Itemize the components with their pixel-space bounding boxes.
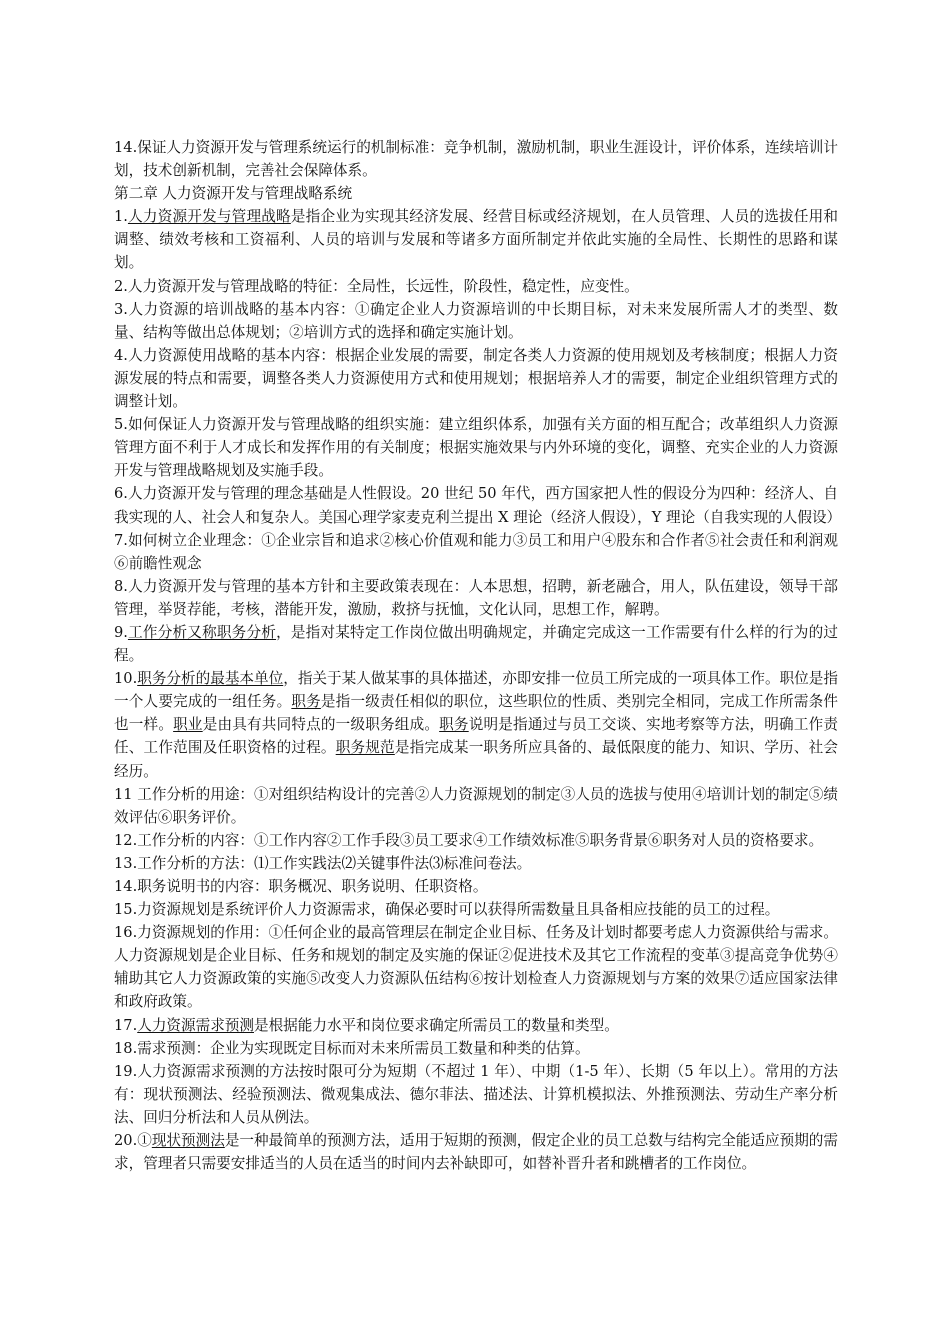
paragraph-text: 说明是指通过与员工交谈、实地考察等方法，明确工作责任、工作范围及任职资格的过程。 (114, 716, 838, 757)
underlined-term: 职务分析的最基本单位 (137, 670, 284, 688)
underlined-term: 人力资源需求预测 (137, 1016, 254, 1034)
paragraph (114, 1014, 838, 1037)
paragraph (114, 482, 842, 528)
paragraph (114, 275, 838, 298)
paragraph (114, 298, 838, 344)
paragraph-text: 是根据能力水平和岗位要求确定所需员工的数量和类型。 (253, 1016, 619, 1034)
paragraph (114, 898, 838, 921)
paragraph (114, 413, 838, 482)
paragraph (114, 1060, 838, 1129)
paragraph (114, 182, 838, 205)
paragraph-text: 是一种最简单的预测方法，适用于短期的预测，假定企业的员工总数与结构完全能适应预期的需求，管理者只需要安排适当的人员在适当的时间内去补缺即可，如替补晋升者和跳槽者的工作岗位。 (114, 1132, 838, 1173)
paragraph-text: ，指关于某人做某事的具体描述，亦即安排一位员工所完成的一项具体工作。职位是指一个人要完成的一组任务。 (114, 670, 838, 711)
paragraph-text: 11 工作分析的用途：①对组织结构设计的完善②人力资源规划的制定③人员的选拔与使用④培训计划的制定⑤绩效评估⑥职务评价。 (114, 785, 838, 826)
paragraph-text: 14.保证人力资源开发与管理系统运行的机制标准：竞争机制，激励机制，职业生涯设计，评价体系，连续培训计划，技术创新机制，完善社会保障体系。 (114, 139, 838, 180)
paragraph-text: 4.人力资源使用战略的基本内容：根据企业发展的需要，制定各类人力资源的使用规划及考核制度；根据人力资源发展的特点和需要，调整各类人力资源使用方式和使用规划；根据培养人才的需要，制定企业组织管理方式的调整计划。 (114, 346, 838, 411)
paragraph-text: 13.工作分析的方法：⑴工作实践法⑵关键事件法⑶标准问卷法。 (114, 854, 532, 872)
paragraph (114, 829, 838, 852)
paragraph (114, 205, 838, 274)
paragraph (114, 136, 838, 182)
paragraph (114, 852, 838, 875)
underlined-term: 职务规范 (335, 739, 395, 757)
paragraph (114, 921, 838, 1013)
paragraph-text: 10. (114, 670, 138, 688)
paragraph-text: 是指企业为实现其经济发展、经营目标或经济规划，在人员管理、人员的选拔任用和调整、绩效考核和工资福利、人员的培训与发展和等诸多方面所制定并依此实施的全局性、长期性的思路和谋划。 (114, 208, 838, 272)
paragraph (114, 1037, 838, 1060)
paragraph-text: 3.人力资源的培训战略的基本内容：①确定企业人力资源培训的中长期目标，对未来发展所需人才的类型、数量、结构等做出总体规划；②培训方式的选择和确定实施计划。 (114, 300, 838, 341)
paragraph-text: 16.力资源规划的作用：①任何企业的最高管理层在制定企业目标、任务及计划时都要考虑人力资源供给与需求。人力资源规划是企业目标、任务和规划的制定及实施的保证②促进技术及其它工作流程的变革③提高竞争优势④辅助其它人力资源政策的实施⑤改变人力资源队伍结构⑥按计划检查人力资源规划与方案的效果⑦适应国家法律和政府政策。 (114, 924, 838, 1011)
paragraph-text: 12.工作分析的内容：①工作内容②工作手段③员工要求④工作绩效标准⑤职务背景⑥职务对人员的资格要求。 (114, 831, 824, 849)
paragraph-text: 18.需求预测：企业为实现既定目标而对未来所需员工数量和种类的估算。 (114, 1039, 590, 1057)
paragraph-text: ，是指对某特定工作岗位做出明确规定，并确定完成这一工作需要有什么样的行为的过程。 (114, 623, 838, 665)
paragraph-text: 第二章 人力资源开发与管理战略系统 (114, 185, 353, 203)
paragraph (114, 667, 838, 782)
underlined-term: 职务 (439, 716, 469, 734)
paragraph-text: 8.人力资源开发与管理的基本方针和主要政策表现在：人本思想，招聘，新老融合，用人，队伍建设，领导干部管理，举贤荐能，考核，潜能开发，激励，救挤与抚恤，文化认同，思想工作，解聘。 (114, 577, 838, 618)
underlined-term: 现状预测法 (151, 1132, 225, 1150)
paragraph-text: 是指一级责任相似的职位，这些职位的性质、类别完全相同，完成工作所需条件也一样。 (114, 693, 838, 734)
paragraph-text: 6.人力资源开发与管理的理念基础是人性假设。20 世纪 50 年代，西方国家把人性的假设分为四种：经济人、自我实现的人、社会人和复杂人。美国心理学家麦克利兰提出 X 理论（经济人假设），Y 理论（自我实现的人假设） (114, 485, 842, 526)
paragraph (114, 875, 838, 898)
paragraph-text: 19.人力资源需求预测的方法按时限可分为短期（不超过 1 年）、中期（1-5 年）、长期（5 年以上）。常用的方法有：现状预测法、经验预测法、微观集成法、德尔菲法、描述法、计算机模拟法、外推预测法、劳动生产率分析法、回归分析法和人员从例法。 (114, 1062, 838, 1126)
document-body (114, 136, 842, 1175)
paragraph-text: 15.力资源规划是系统评价人力资源需求，确保必要时可以获得所需数量且具备相应技能的员工的过程。 (114, 901, 780, 919)
paragraph (114, 1129, 838, 1175)
paragraph-text: 9. (114, 623, 128, 641)
paragraph-text: 是指完成某一职务所应具备的、最低限度的能力、知识、学历、社会经历。 (114, 739, 838, 780)
paragraph-text: 5.如何保证人力资源开发与管理战略的组织实施：建立组织体系，加强有关方面的相互配合；改革组织人力资源管理方面不利于人才成长和发挥作用的有关制度；根据实施效果与内外环境的变化，调整、充实企业的人力资源开发与管理战略规划及实施手段。 (114, 416, 838, 480)
underlined-term: 职务 (291, 693, 321, 711)
paragraph (114, 783, 838, 829)
underlined-term: 工作分析又称职务分析 (127, 623, 277, 641)
paragraph-text: 20.① (114, 1132, 152, 1150)
paragraph-text: 是由具有共同特点的一级职务组成。 (202, 716, 440, 734)
underlined-term: 人力资源开发与管理战略 (127, 208, 291, 226)
paragraph-text: 7.如何树立企业理念：①企业宗旨和追求②核心价值观和能力③员工和用户④股东和合作者⑤社会责任和利润观⑥前瞻性观念 (114, 531, 838, 572)
paragraph (114, 344, 838, 413)
paragraph-text: 17. (114, 1016, 138, 1034)
paragraph-text: 14.职务说明书的内容：职务概况、职务说明、任职资格。 (114, 878, 488, 895)
paragraph-text: 2.人力资源开发与管理战略的特征：全局性，长远性，阶段性，稳定性，应变性。 (114, 277, 639, 295)
paragraph (114, 621, 838, 667)
paragraph (114, 575, 838, 621)
paragraph (114, 529, 838, 575)
paragraph-text: 1. (114, 208, 128, 226)
underlined-term: 职业 (173, 716, 203, 734)
